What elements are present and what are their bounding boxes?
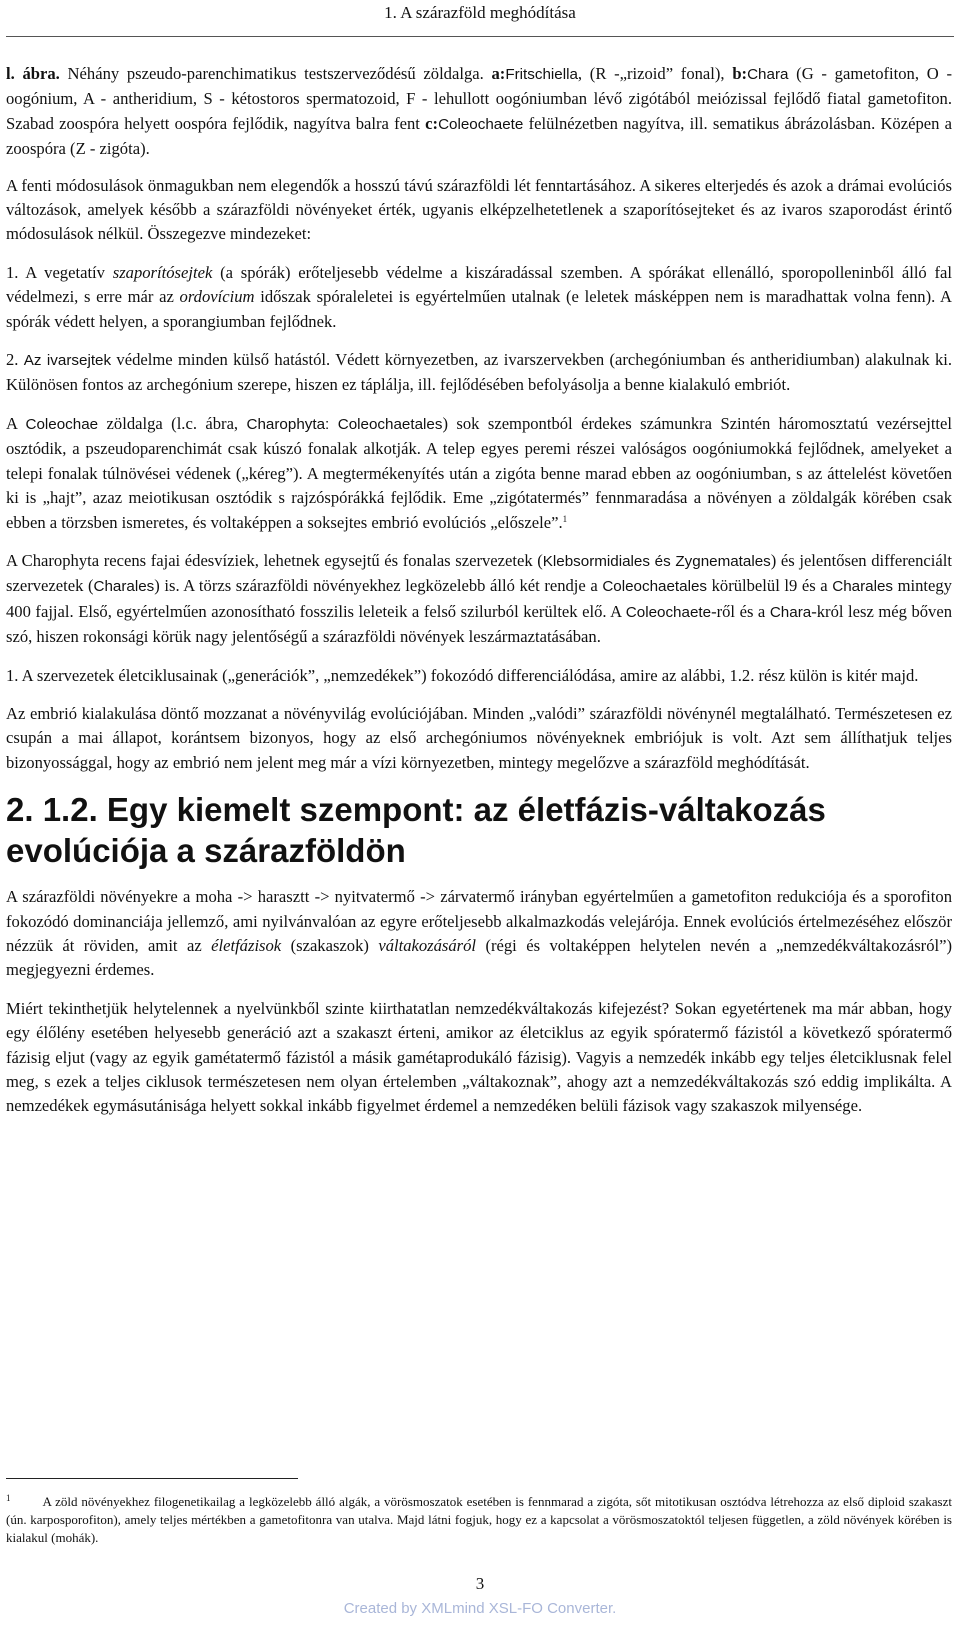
text-run: -król lesz még bőven szó, hiszen rokonsági körük nagy jelentőségű a szárazföldi növények leszármaztatásában. <box>6 601 953 647</box>
caption-a-label: a: <box>491 64 506 83</box>
term-chara: Chara <box>769 603 812 621</box>
figure-caption <box>6 62 952 162</box>
term-coleochaete: Coleochaete <box>625 603 712 621</box>
caption-text: felülnézetben nagyítva, ill. sematikus ábrázolásban. Középen a zoospóra (Z - zigóta). <box>6 113 953 159</box>
text-run: körülbelül l9 és a <box>707 576 833 596</box>
header-divider <box>6 36 954 37</box>
footnote-mark: 1 <box>6 1493 11 1503</box>
credit-brand-link[interactable]: XMLmind XSL-FO Converter <box>421 1600 613 1617</box>
text-run: zöldalga (l.c. ábra, <box>98 413 247 433</box>
text-run: védelme minden külső hatástól. Védett környezetben, az ivarszervekben (archegóniumban és antheridiumban) alakulnak ki. Különösen fontos az archegónium szerepe, hiszen ez táplálja, ill. fejlődésében befolyásolja a benne kialakuló embriót. <box>6 350 953 395</box>
text-run: (régi és voltaképpen helytelen nevén a „nemzedékváltakozásról”) megjegyezni érdemes. <box>6 935 952 980</box>
text-run: A szárazföldi növényekre a moha -> harasztt -> nyitvatermő -> zárvatermő irányban egyértelműen a gametofiton redukciója és a sporofiton fokozódó dominanciája jellemző, ami nyilvánvalóan az egyre erőteljesebb alkalmazkodás velejárója. Ennek evolúciós értelmezéséhez először nézzük át röviden, amit az <box>6 887 952 955</box>
paragraph-coleochae <box>6 412 952 535</box>
text-run: (a spórák) erőteljesebb védelme a kiszáradással szemben. A spórákat ellenálló, sporopolleninből álló fal védelmezi, s erre már az <box>6 262 953 307</box>
footnote-text: A zöld növényekhez filogenetikailag a legközelebb álló algák, a vörösmoszatok esetében is fennmarad a zigóta, sőt mitotikusan osztódva létrehozza az első diploid szakaszt (ún. karposporofiton), amely teljes mértékben a gametofitonra van utalva. Majd látni fogjuk, hogy ez a kapcsolat a vörösmoszatoktól teljesen független, a zöld növények körében is kialakul (mohák). <box>6 1494 952 1545</box>
term-ordovicium: ordovícium <box>179 287 255 307</box>
term-valtakozasarol: váltakozásáról <box>378 935 477 955</box>
credit-prefix: Created by <box>343 1600 422 1617</box>
genus-fritschiella: Fritschiella <box>505 66 578 83</box>
term-charales: Charales <box>832 578 894 596</box>
list-item-spores <box>6 261 952 334</box>
paragraph-embryo: Az embrió kialakulása döntő mozzanat a növényvilág evolúciójában. Minden „valódi” szárazföldi növénynél megtalálható. Természetesen ez csupán a mai állapot, korántsem bizonyos, hogy az első archegóniumos növényeknek embriójuk is volt. Azt sem állíthatjuk teljes bizonyossággal, hogy az embrió nem jelent meg már a vízi környezetben, mintegy megelőzve a szárazföld meghódítását. <box>6 703 952 772</box>
caption-c-label: c: <box>425 113 439 133</box>
genus-coleochaete: Coleochaete <box>438 115 524 133</box>
paragraph-life-phases <box>6 885 952 983</box>
page-content <box>6 62 952 1133</box>
text-run: A Charophyta recens fajai édesvíziek, lehetnek egysejtű és fonalas szervezetek ( <box>6 550 543 570</box>
term-coleochae: Coleochae <box>25 415 99 433</box>
footnote <box>6 1489 952 1547</box>
caption-text: Néhány pszeudo-parenchimatikus testszerveződésű zöldalga. <box>59 64 492 83</box>
section-heading: 2. 1.2. Egy kiemelt szempont: az életfázis-váltakozás evolúciója a szárazföldön <box>6 791 826 870</box>
credit-suffix: . <box>612 1600 617 1617</box>
footnote-reference[interactable]: 1 <box>562 513 568 524</box>
text-run: ) sok szempontból érdekes számunkra Szintén háromosztatú vezérsejttel osztódik, a pszeudoparenchimát csak kúszó fonalak alkotják. A telep egyes peremi részei valóságos oogóniumokká fejlődnek, amelyeket a telepi fonalak túlnövései védenek („kéreg”). A megtermékenyítés után a zigóta benne marad ebben az oogóniumban, s az áttelelést követően ki is „hajt”, azaz meiotikusan osztódik s rajzóspórákká fejlődik. Eme „zigótatermés” fennmaradása a növényen a zöldalgák körében csak ebben a törzsben ismeretes, és voltaképpen a soksejtes embrió evolúciós „előszele”. <box>6 413 953 532</box>
term-szaporitosejtek: szaporítósejtek <box>112 262 213 282</box>
text-run: mintegy 400 fajjal. Első, egyértelműen azonosítható fosszilis leleteik a felső szilurból kerültek elő. A <box>6 576 952 621</box>
genus-chara: Chara <box>747 66 789 83</box>
page-header <box>0 0 960 40</box>
caption-text: , (R -„rizoid” fonal), <box>577 64 733 83</box>
text-run: A <box>6 413 26 433</box>
paragraph-modifications: A fenti módosulások önmagukban nem elegendők a hosszú távú szárazföldi lét fenntartásához. A sikeres elterjedés és azok a drámai evolúciós változások, amelyek később a szárazföldi növényeket érték, ugyanis elképzelhetetlenek a szaporítósejteket és az ivaros szaporodást érintő módosulások nélkül. Összegezve mindezeket: <box>6 175 952 244</box>
paragraph-charophyta <box>6 549 952 650</box>
header-title: 1. A szárazföld meghódítása <box>384 3 576 22</box>
term-coleochaetales: Coleochaetales <box>602 578 708 596</box>
list-item-generations: 1. A szervezetek életciklusainak („generációk”, „nemzedékek”) fokozódó differenciálódása, amire az alábbi, 1.2. rész külön is kitér majd. <box>6 665 919 685</box>
term-charophyta-coleochaetales: Charophyta: Coleochaetales <box>246 415 443 433</box>
paragraph-generations-question: Miért tekinthetjük helytelennek a nyelvünkből szinte kiirthatatlan nemzedékváltakozás kifejezést? Sokan egyetértenek ma már abban, hogy egy élőlény esetében helyesebb generáció azt a szakaszt érteni, amikor az életciklus az egyik spóratermő fázistól a következő spóratermő fázisig eljut (vagy az egyik gamétatermő fázistól a másik gamétaprodukáló fázisig). Vagyis a nemzedék inkább egy teljes életciklusnak felel meg, s ezek a teljes ciklusok természetesen nem olyan értelemben „váltakoznak”, ahogy azt a nemzedékváltakozás szó eddig implikálta. A nemzedékek egymásutánisága helyett sokkal inkább figyelmet érdemel a nemzedéken belüli fázisok vagy szakaszok milyensége. <box>6 998 952 1116</box>
text-run: (szakaszok) <box>281 935 379 955</box>
list-item-gametes <box>6 348 952 398</box>
text-run: -ről és a <box>711 601 770 621</box>
term-charales: Charales <box>93 578 155 596</box>
page-number: 3 <box>475 1574 485 1593</box>
term-eletfazisok: életfázisok <box>211 935 282 955</box>
caption-text: (G - gametofiton, O - oogónium, A - antheridium, S - kétostoros spermatozoid, F - lehullott oogóniumban lévő zigótából meiózissal fejlődő fiatal gametofiton. Szabad zoospóra helyett oospóra fejlődik, nagyítva balra fent <box>6 64 952 133</box>
figure-label: l. ábra. <box>6 64 60 83</box>
footnote-divider <box>6 1478 298 1479</box>
term-klebsormidiales: Klebsormidiales és Zygnematales <box>542 552 771 570</box>
text-run: ) is. A törzs szárazföldi növényekhez legközelebb álló két rendje a <box>154 576 603 596</box>
text-run: 2. <box>6 350 24 370</box>
caption-b-label: b: <box>732 64 748 83</box>
text-run: időszak spóraleletei is egyértelműen utalnak (e leletek másképpen nem is maradhattak volna fenn). A spórák védett helyen, a sporangiumban fejlődnek. <box>6 287 953 331</box>
term-ivarsejtek: Az ivarsejtek <box>23 352 112 370</box>
converter-credit <box>0 1600 960 1617</box>
text-run: 1. A vegetatív <box>6 262 113 282</box>
text-run: ) és jelentősen differenciált szervezetek ( <box>6 550 952 596</box>
